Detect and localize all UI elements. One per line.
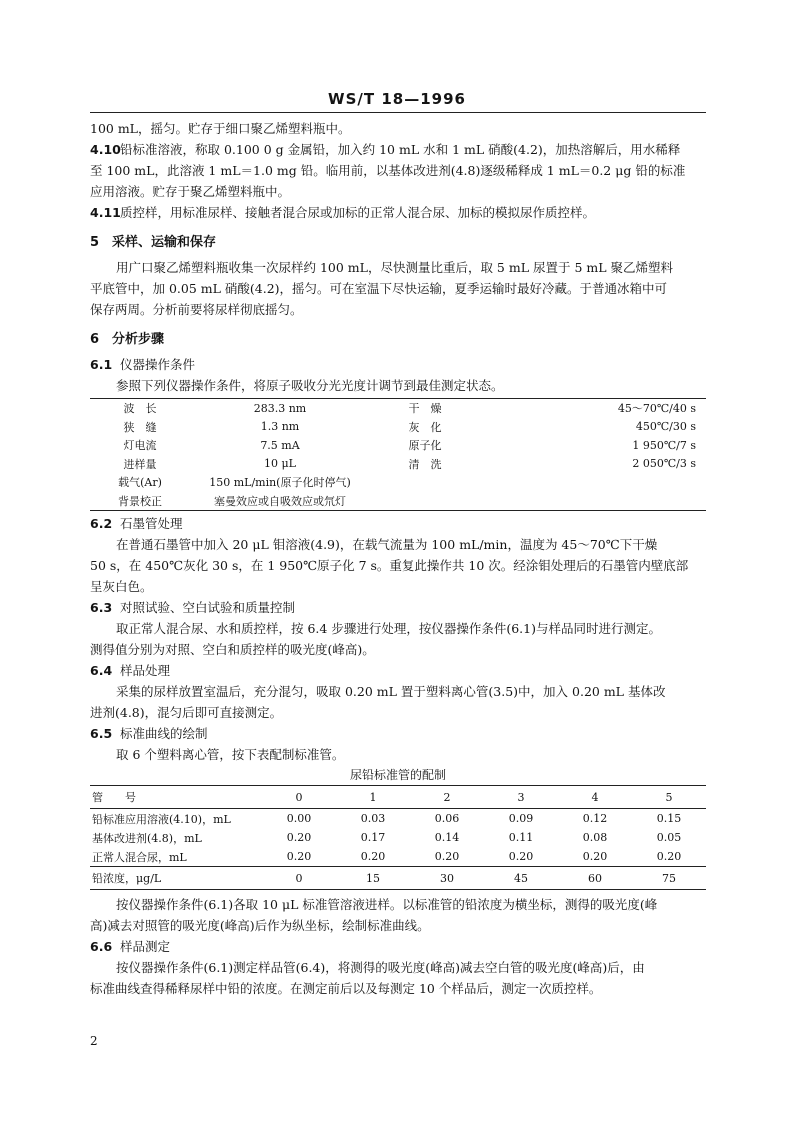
table-cell: 0.09 bbox=[508, 812, 534, 825]
paragraph-line: 按仪器操作条件(6.1)各取 10 μL 标准管溶液进样。以标准管的铅浓度为横坐标，测得的吸光度(峰 bbox=[116, 897, 658, 912]
clause-title: 石墨管处理 bbox=[120, 516, 183, 531]
clause-title: 样品测定 bbox=[120, 939, 171, 954]
instrument-cell: 狭 缝 bbox=[123, 420, 157, 434]
instrument-cell: 283.3 nm bbox=[253, 401, 307, 415]
clause-title: 样品处理 bbox=[120, 663, 171, 678]
paragraph-line: 测得值分别为对照、空白和质控样的吸光度(峰高)。 bbox=[90, 642, 375, 657]
row-label: 铅标准应用溶液(4.10)，mL bbox=[92, 812, 231, 826]
table-cell: 30 bbox=[410, 867, 484, 890]
table-cell: 0.20 bbox=[286, 831, 312, 844]
table-cell: 0.20 bbox=[508, 850, 534, 863]
table-row bbox=[90, 847, 706, 867]
table-cell: 0.03 bbox=[360, 812, 386, 825]
instrument-conditions-table bbox=[90, 398, 706, 511]
instrument-cell: 10 μL bbox=[264, 457, 296, 471]
instrument-cell: 灰 化 bbox=[408, 420, 442, 434]
section-number: 6 bbox=[90, 332, 100, 347]
instrument-cell: 塞曼效应或自吸效应或氘灯 bbox=[214, 494, 346, 508]
instrument-cell bbox=[370, 492, 480, 511]
instrument-cell: 450℃/30 s bbox=[635, 420, 696, 434]
paragraph-line: 用广口聚乙烯塑料瓶收集一次尿样约 100 mL，尽快测量比重后，取 5 mL 尿置于 5 mL 聚乙烯塑料 bbox=[116, 260, 674, 275]
clause-6-1 bbox=[90, 354, 706, 375]
table-caption: 尿铅标准管的配制 bbox=[349, 768, 446, 782]
row-label: 管 号 bbox=[90, 786, 262, 809]
table-cell: 4 bbox=[558, 786, 632, 809]
paragraph-line: 标准曲线查得稀释尿样中铅的浓度。在测定前后以及每测定 10 个样品后，测定一次质控样。 bbox=[90, 981, 602, 996]
table-cell: 0 bbox=[262, 786, 336, 809]
clause-number: 6.6 bbox=[90, 939, 113, 954]
table-cell: 1 bbox=[336, 786, 410, 809]
clause-title: 标准曲线的绘制 bbox=[120, 726, 208, 741]
table-cell: 0.20 bbox=[434, 850, 460, 863]
table-header-row bbox=[90, 786, 706, 809]
instrument-cell: 45～70℃/40 s bbox=[617, 402, 696, 416]
instrument-cell: 原子化 bbox=[408, 439, 442, 453]
instrument-cell: 载气(Ar) bbox=[118, 476, 162, 490]
clause-6-3 bbox=[90, 597, 706, 618]
clause-title: 仪器操作条件 bbox=[120, 357, 196, 372]
table-cell: 0 bbox=[262, 867, 336, 890]
instrument-row bbox=[90, 492, 706, 511]
clause-6-5 bbox=[90, 723, 706, 744]
table-cell: 60 bbox=[558, 867, 632, 890]
table-cell: 0.06 bbox=[434, 812, 460, 825]
standard-header: WS/T 18—1996 bbox=[328, 90, 466, 108]
header-rule bbox=[90, 112, 706, 113]
table-cell: 0.14 bbox=[434, 831, 460, 844]
paragraph-line: 参照下列仪器操作条件，将原子吸收分光光度计调节到最佳测定状态。 bbox=[116, 378, 504, 393]
table-cell: 75 bbox=[632, 867, 706, 890]
table-cell: 0.20 bbox=[286, 850, 312, 863]
instrument-cell: 背景校正 bbox=[118, 494, 162, 508]
clause-number: 6.2 bbox=[90, 516, 113, 531]
instrument-cell: 进样量 bbox=[123, 457, 157, 471]
instrument-row bbox=[90, 418, 706, 437]
table-cell: 0.08 bbox=[582, 831, 608, 844]
table-cell: 0.20 bbox=[656, 850, 682, 863]
paragraph-line: 至 100 mL，此溶液 1 mL＝1.0 mg 铅。临用前，以基体改进剂(4.8)逐级稀释成 1 mL＝0.2 μg 铅的标准 bbox=[90, 163, 686, 178]
instrument-row bbox=[90, 473, 706, 492]
row-label: 铅浓度，μg/L bbox=[90, 867, 262, 890]
instrument-cell: 灯电流 bbox=[123, 439, 157, 453]
clause-number: 6.3 bbox=[90, 600, 113, 615]
table-cell: 0.17 bbox=[360, 831, 386, 844]
paragraph-line: 50 s，在 450℃灰化 30 s，在 1 950℃原子化 7 s。重复此操作共 10 次。经涂钼处理后的石墨管内壁底部 bbox=[90, 558, 689, 573]
paragraph-line: 应用溶液。贮存于聚乙烯塑料瓶中。 bbox=[90, 184, 291, 199]
table-cell: 0.11 bbox=[508, 831, 534, 844]
table-cell: 0.00 bbox=[286, 812, 312, 825]
clause-number: 4.11 bbox=[90, 205, 121, 220]
instrument-cell bbox=[480, 473, 706, 492]
clause-4-10 bbox=[90, 139, 706, 160]
clause-6-6 bbox=[90, 936, 706, 957]
clause-number: 6.5 bbox=[90, 726, 113, 741]
table-cell: 15 bbox=[336, 867, 410, 890]
paragraph-line: 高)减去对照管的吸光度(峰高)后作为纵坐标，绘制标准曲线。 bbox=[90, 918, 430, 933]
standard-tube-table bbox=[90, 785, 706, 890]
table-cell: 0.15 bbox=[656, 812, 682, 825]
table-row bbox=[90, 809, 706, 829]
instrument-cell: 2 050℃/3 s bbox=[632, 457, 696, 471]
instrument-row bbox=[90, 399, 706, 418]
paragraph-line: 按仪器操作条件(6.1)测定样品管(6.4)，将测得的吸光度(峰高)减去空白管的吸光度(峰高)后，由 bbox=[116, 960, 645, 975]
table-cell: 0.20 bbox=[360, 850, 386, 863]
instrument-cell: 干 燥 bbox=[408, 402, 442, 416]
table-cell: 5 bbox=[632, 786, 706, 809]
instrument-cell: 清 洗 bbox=[408, 457, 442, 471]
section-number: 5 bbox=[90, 235, 100, 250]
paragraph-line: 取 6 个塑料离心管，按下表配制标准管。 bbox=[116, 747, 345, 762]
table-cell: 0.12 bbox=[582, 812, 608, 825]
row-label: 基体改进剂(4.8)，mL bbox=[92, 831, 202, 845]
instrument-row bbox=[90, 436, 706, 455]
section-title: 分析步骤 bbox=[112, 332, 165, 347]
instrument-cell: 波 长 bbox=[123, 402, 157, 416]
clause-text: 铅标准溶液，称取 0.100 0 g 金属铅，加入约 10 mL 水和 1 mL 硝酸(4.2)，加热溶解后，用水稀释 bbox=[120, 142, 681, 157]
clause-title: 对照试验、空白试验和质量控制 bbox=[120, 600, 296, 615]
clause-number: 6.4 bbox=[90, 663, 113, 678]
document-body bbox=[90, 118, 706, 999]
table-footer-row bbox=[90, 867, 706, 890]
table-cell: 0.05 bbox=[656, 831, 682, 844]
paragraph-line: 采集的尿样放置室温后，充分混匀，吸取 0.20 mL 置于塑料离心管(3.5)中，加入 0.20 mL 基体改 bbox=[116, 684, 666, 699]
row-label: 正常人混合尿，mL bbox=[92, 850, 187, 864]
instrument-cell: 7.5 mA bbox=[260, 438, 300, 452]
paragraph-line: 呈灰白色。 bbox=[90, 579, 153, 594]
clause-6-2 bbox=[90, 513, 706, 534]
instrument-row bbox=[90, 455, 706, 474]
paragraph-line: 在普通石墨管中加入 20 μL 钼溶液(4.9)，在载气流量为 100 mL/min，温度为 45～70℃下干燥 bbox=[116, 537, 658, 552]
section-6-heading bbox=[90, 329, 706, 350]
table-cell: 2 bbox=[410, 786, 484, 809]
instrument-cell: 1 950℃/7 s bbox=[632, 438, 696, 452]
clause-6-4 bbox=[90, 660, 706, 681]
clause-number: 4.10 bbox=[90, 142, 121, 157]
paragraph-line: 100 mL，摇匀。贮存于细口聚乙烯塑料瓶中。 bbox=[90, 121, 351, 136]
table-cell: 3 bbox=[484, 786, 558, 809]
table-cell: 0.20 bbox=[582, 850, 608, 863]
page-number: 2 bbox=[90, 1034, 98, 1048]
instrument-cell bbox=[480, 492, 706, 511]
paragraph-line: 保存两周。分析前要将尿样彻底摇匀。 bbox=[90, 302, 303, 317]
instrument-cell: 1.3 nm bbox=[260, 420, 300, 434]
clause-number: 6.1 bbox=[90, 357, 113, 372]
section-title: 采样、运输和保存 bbox=[112, 235, 217, 250]
clause-4-11 bbox=[90, 202, 706, 223]
paragraph-line: 取正常人混合尿、水和质控样，按 6.4 步骤进行处理，按仪器操作条件(6.1)与样品同时进行测定。 bbox=[116, 621, 661, 636]
instrument-cell bbox=[370, 473, 480, 492]
paragraph-line: 进剂(4.8)，混匀后即可直接测定。 bbox=[90, 705, 283, 720]
clause-text: 质控样，用标准尿样、接触者混合尿或加标的正常人混合尿、加标的模拟尿作质控样。 bbox=[120, 205, 596, 220]
instrument-cell: 150 mL/min(原子化时停气) bbox=[209, 476, 351, 490]
section-5-heading bbox=[90, 232, 706, 253]
table-cell: 45 bbox=[484, 867, 558, 890]
paragraph-line: 平底管中，加 0.05 mL 硝酸(4.2)，摇匀。可在室温下尽快运输，夏季运输时最好冷藏。于普通冰箱中可 bbox=[90, 281, 668, 296]
table-row bbox=[90, 828, 706, 847]
